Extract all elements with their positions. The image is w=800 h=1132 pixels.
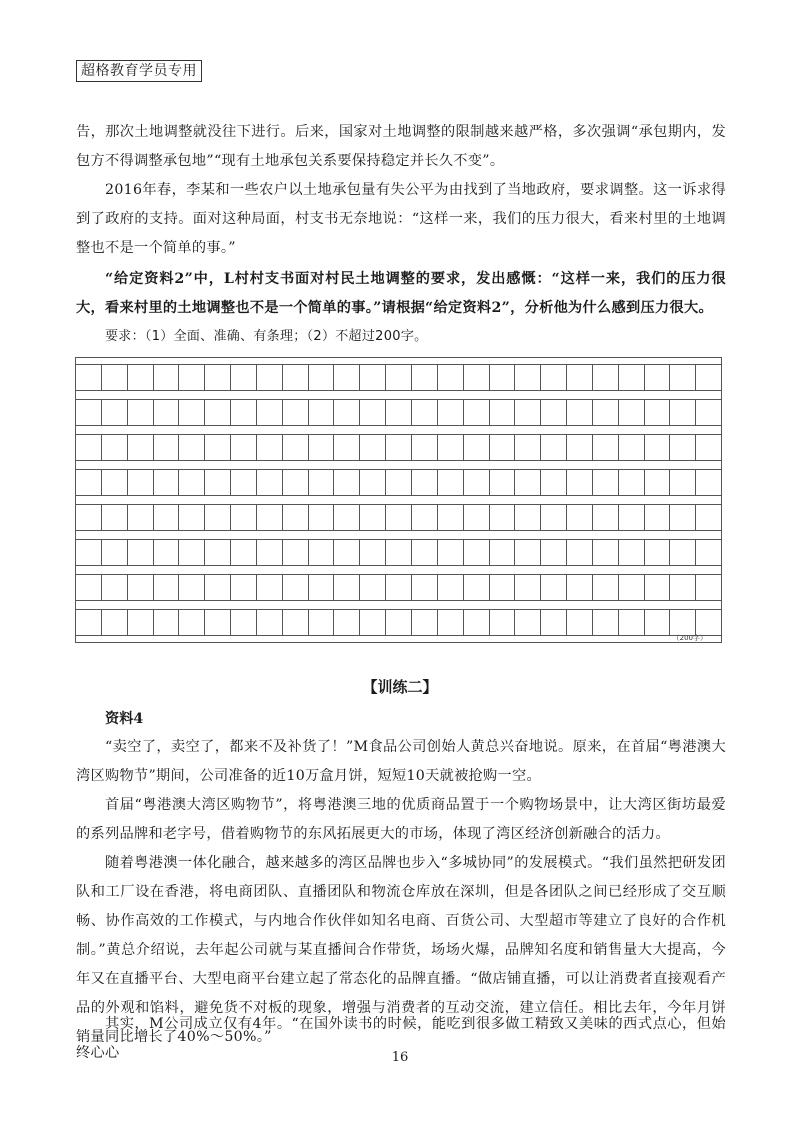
- grid-cell[interactable]: [257, 505, 283, 530]
- grid-cell[interactable]: [360, 400, 386, 425]
- grid-cell[interactable]: [334, 505, 360, 530]
- grid-cell[interactable]: [541, 400, 567, 425]
- grid-cell[interactable]: [257, 470, 283, 495]
- header-tag: 超格教育学员专用: [76, 60, 202, 82]
- grid-cell[interactable]: [567, 400, 593, 425]
- grid-row: [76, 434, 721, 461]
- grid-cell[interactable]: [438, 400, 464, 425]
- grid-cell[interactable]: [593, 365, 619, 390]
- grid-cell[interactable]: [696, 435, 721, 460]
- grid-cell[interactable]: [76, 505, 102, 530]
- grid-cell[interactable]: [515, 365, 541, 390]
- grid-cell[interactable]: [696, 610, 721, 635]
- grid-cell[interactable]: [257, 365, 283, 390]
- grid-cell[interactable]: [412, 575, 438, 600]
- grid-cell[interactable]: [515, 435, 541, 460]
- grid-cell[interactable]: [309, 365, 335, 390]
- grid-cell[interactable]: [696, 540, 721, 565]
- grid-cell[interactable]: [128, 470, 154, 495]
- grid-cell[interactable]: [593, 610, 619, 635]
- grid-cell[interactable]: [515, 610, 541, 635]
- grid-cell[interactable]: [128, 435, 154, 460]
- grid-cell[interactable]: [412, 540, 438, 565]
- grid-cell[interactable]: [179, 470, 205, 495]
- grid-cell[interactable]: [490, 365, 516, 390]
- grid-cell[interactable]: [76, 470, 102, 495]
- grid-cell[interactable]: [515, 540, 541, 565]
- paragraph-continued: 告，那次土地调整就没往下进行。后来，国家对土地调整的限制越来越严格，多次强调“承包期内，发包方不得调整承包地”“现有土地承包关系要保持稳定并长久不变”。: [76, 124, 726, 169]
- question-requirements: 要求：（1）全面、准确、有条理；（2）不超过200字。: [105, 329, 428, 344]
- grid-cell[interactable]: [386, 365, 412, 390]
- grid-cell[interactable]: [670, 610, 696, 635]
- grid-cell[interactable]: [670, 505, 696, 530]
- grid-cell[interactable]: [257, 540, 283, 565]
- grid-cell[interactable]: [102, 435, 128, 460]
- grid-cell[interactable]: [412, 610, 438, 635]
- grid-cell[interactable]: [309, 435, 335, 460]
- grid-cell[interactable]: [696, 575, 721, 600]
- grid-cell[interactable]: [309, 400, 335, 425]
- grid-cell[interactable]: [490, 470, 516, 495]
- grid-cell[interactable]: [670, 400, 696, 425]
- grid-cell[interactable]: [154, 435, 180, 460]
- grid-cell[interactable]: [309, 470, 335, 495]
- grid-cell[interactable]: [619, 540, 645, 565]
- grid-cell[interactable]: [179, 610, 205, 635]
- grid-cell[interactable]: [619, 575, 645, 600]
- grid-cell[interactable]: [205, 505, 231, 530]
- grid-cell[interactable]: [670, 575, 696, 600]
- grid-cell[interactable]: [567, 540, 593, 565]
- grid-row: [76, 364, 721, 391]
- grid-row: [76, 469, 721, 496]
- grid-cell[interactable]: [128, 610, 154, 635]
- grid-cell[interactable]: [334, 575, 360, 600]
- grid-cell[interactable]: [386, 540, 412, 565]
- grid-cell[interactable]: [360, 505, 386, 530]
- grid-cell[interactable]: [464, 365, 490, 390]
- grid-cell[interactable]: [438, 435, 464, 460]
- grid-cell[interactable]: [76, 575, 102, 600]
- grid-row: [76, 574, 721, 601]
- grid-cell[interactable]: [231, 610, 257, 635]
- grid-cell[interactable]: [205, 575, 231, 600]
- grid-cell[interactable]: [438, 470, 464, 495]
- grid-cell[interactable]: [490, 575, 516, 600]
- grid-cell[interactable]: [593, 435, 619, 460]
- grid-cell[interactable]: [696, 470, 721, 495]
- grid-cell[interactable]: [360, 575, 386, 600]
- grid-cell[interactable]: [567, 470, 593, 495]
- grid-cell[interactable]: [593, 470, 619, 495]
- grid-cell[interactable]: [438, 540, 464, 565]
- grid-row: [76, 504, 721, 531]
- grid-cell[interactable]: [231, 470, 257, 495]
- grid-cell[interactable]: [334, 610, 360, 635]
- grid-cell[interactable]: [593, 540, 619, 565]
- grid-cell[interactable]: [283, 505, 309, 530]
- grid-cell[interactable]: [464, 540, 490, 565]
- grid-cell[interactable]: [309, 505, 335, 530]
- grid-cell[interactable]: [360, 365, 386, 390]
- grid-word-count-label: （200字）: [672, 634, 707, 642]
- grid-cell[interactable]: [309, 575, 335, 600]
- grid-cell[interactable]: [334, 540, 360, 565]
- grid-cell[interactable]: [334, 470, 360, 495]
- grid-cell[interactable]: [645, 470, 671, 495]
- grid-cell[interactable]: [205, 470, 231, 495]
- grid-cell[interactable]: [464, 505, 490, 530]
- grid-cell[interactable]: [205, 435, 231, 460]
- grid-cell[interactable]: [645, 610, 671, 635]
- grid-cell[interactable]: [309, 540, 335, 565]
- grid-cell[interactable]: [645, 365, 671, 390]
- grid-cell[interactable]: [179, 400, 205, 425]
- grid-cell[interactable]: [334, 435, 360, 460]
- grid-cell[interactable]: [386, 610, 412, 635]
- grid-cell[interactable]: [257, 575, 283, 600]
- material-paragraph-2: 首届“粤港澳大湾区购物节”，将粤港澳三地的优质商品置于一个购物场景中，让大湾区街坊最爱的系列品牌和老字号，借着购物节的东风拓展更大的市场，体现了湾区经济创新融合的活力。: [76, 797, 726, 842]
- grid-cell[interactable]: [360, 470, 386, 495]
- grid-cell[interactable]: [567, 365, 593, 390]
- grid-cell[interactable]: [412, 435, 438, 460]
- grid-cell[interactable]: [205, 365, 231, 390]
- grid-cell[interactable]: [76, 540, 102, 565]
- grid-row: [76, 539, 721, 566]
- grid-cell[interactable]: [179, 575, 205, 600]
- grid-cell[interactable]: [619, 365, 645, 390]
- grid-cell[interactable]: [283, 540, 309, 565]
- material-title: 资料4: [105, 711, 144, 727]
- grid-cell[interactable]: [515, 505, 541, 530]
- grid-cell[interactable]: [438, 365, 464, 390]
- section-title: 【训练二】: [362, 678, 438, 696]
- grid-row: [76, 609, 721, 636]
- grid-cell[interactable]: [154, 505, 180, 530]
- grid-cell[interactable]: [593, 505, 619, 530]
- grid-cell[interactable]: [619, 470, 645, 495]
- grid-cell[interactable]: [179, 505, 205, 530]
- grid-cell[interactable]: [76, 400, 102, 425]
- grid-cell[interactable]: [515, 575, 541, 600]
- grid-cell[interactable]: [412, 400, 438, 425]
- grid-cell[interactable]: [490, 435, 516, 460]
- grid-cell[interactable]: [386, 470, 412, 495]
- grid-cell[interactable]: [541, 505, 567, 530]
- grid-cell[interactable]: [283, 435, 309, 460]
- grid-cell[interactable]: [231, 435, 257, 460]
- grid-cell[interactable]: [334, 400, 360, 425]
- material-paragraph-4: 其实，M公司成立仅有4年。“在国外读书的时候，能吃到很多做工精致又美味的西式点心，但始终心心: [76, 1016, 726, 1061]
- page-number: 16: [391, 1050, 409, 1065]
- grid-cell[interactable]: [464, 610, 490, 635]
- grid-cell[interactable]: [128, 575, 154, 600]
- grid-cell[interactable]: [696, 400, 721, 425]
- grid-cell[interactable]: [179, 540, 205, 565]
- grid-cell[interactable]: [645, 575, 671, 600]
- grid-cell[interactable]: [515, 470, 541, 495]
- grid-cell[interactable]: [128, 540, 154, 565]
- grid-cell[interactable]: [541, 365, 567, 390]
- grid-cell[interactable]: [490, 505, 516, 530]
- grid-cell[interactable]: [283, 400, 309, 425]
- grid-cell[interactable]: [102, 575, 128, 600]
- grid-cell[interactable]: [76, 435, 102, 460]
- grid-cell[interactable]: [205, 610, 231, 635]
- grid-cell[interactable]: [490, 400, 516, 425]
- grid-cell[interactable]: [257, 435, 283, 460]
- grid-cell[interactable]: [645, 400, 671, 425]
- grid-cell[interactable]: [102, 610, 128, 635]
- grid-cell[interactable]: [154, 610, 180, 635]
- grid-cell[interactable]: [257, 400, 283, 425]
- grid-cell[interactable]: [490, 540, 516, 565]
- grid-cell[interactable]: [541, 610, 567, 635]
- grid-cell[interactable]: [231, 575, 257, 600]
- grid-cell[interactable]: [128, 400, 154, 425]
- grid-cell[interactable]: [386, 575, 412, 600]
- grid-cell[interactable]: [386, 400, 412, 425]
- grid-cell[interactable]: [283, 365, 309, 390]
- grid-cell[interactable]: [154, 470, 180, 495]
- grid-cell[interactable]: [179, 365, 205, 390]
- grid-cell[interactable]: [464, 435, 490, 460]
- grid-cell[interactable]: [386, 505, 412, 530]
- grid-cell[interactable]: [231, 365, 257, 390]
- grid-cell[interactable]: [231, 540, 257, 565]
- grid-cell[interactable]: [593, 575, 619, 600]
- grid-cell[interactable]: [102, 365, 128, 390]
- grid-cell[interactable]: [257, 610, 283, 635]
- grid-cell[interactable]: [541, 435, 567, 460]
- grid-cell[interactable]: [128, 505, 154, 530]
- grid-cell[interactable]: [283, 470, 309, 495]
- grid-cell[interactable]: [464, 575, 490, 600]
- grid-cell[interactable]: [619, 505, 645, 530]
- grid-cell[interactable]: [645, 435, 671, 460]
- grid-cell[interactable]: [102, 505, 128, 530]
- grid-cell[interactable]: [231, 400, 257, 425]
- material-paragraph-3: 随着粤港澳一体化融合，越来越多的湾区品牌也步入“多城协同”的发展模式。“我们虽然把研发团队和工厂设在香港，将电商团队、直播团队和物流仓库放在深圳，但是各团队之间已经形成了交互顺畅、协作高效的工作模式，与内地合作伙伴如知名电商、百货公司、大型超市等建立了良好的合作机制。”黄总介绍说，去年起公司就与某直播间合作带货，场场火爆，品牌知名度和销售量大大提高，今年又在直播平台、大型电商平台建立起了常态化的品牌直播。“做店铺直播，可以让消费者直接观看产品的外观和馅料，避免货不对板的现象，增强与消费者的互动交流，建立信任。相比去年，今年月饼销量同比增长了40%～50%。”: [76, 855, 726, 1045]
- grid-cell[interactable]: [76, 365, 102, 390]
- grid-cell[interactable]: [102, 540, 128, 565]
- grid-cell[interactable]: [334, 365, 360, 390]
- grid-cell[interactable]: [645, 540, 671, 565]
- grid-cell[interactable]: [154, 540, 180, 565]
- grid-cell[interactable]: [231, 505, 257, 530]
- grid-cell[interactable]: [670, 540, 696, 565]
- grid-cell[interactable]: [464, 400, 490, 425]
- grid-cell[interactable]: [670, 470, 696, 495]
- grid-cell[interactable]: [412, 505, 438, 530]
- grid-cell[interactable]: [593, 400, 619, 425]
- grid-cell[interactable]: [76, 610, 102, 635]
- grid-cell[interactable]: [490, 610, 516, 635]
- grid-cell[interactable]: [438, 575, 464, 600]
- grid-cell[interactable]: [696, 505, 721, 530]
- grid-cell[interactable]: [619, 400, 645, 425]
- grid-cell[interactable]: [567, 575, 593, 600]
- question-prompt: “给定资料2”中，L村村支书面对村民土地调整的要求，发出感慨：“这样一来，我们的压力很大，看来村里的土地调整也不是一个简单的事。”请根据“给定资料2”，分析他为什么感到压力很大。: [76, 271, 726, 316]
- grid-cell[interactable]: [102, 400, 128, 425]
- grid-cell[interactable]: [309, 610, 335, 635]
- grid-cell[interactable]: [619, 435, 645, 460]
- grid-cell[interactable]: [412, 470, 438, 495]
- grid-cell[interactable]: [541, 575, 567, 600]
- grid-cell[interactable]: [567, 435, 593, 460]
- grid-cell[interactable]: [360, 435, 386, 460]
- grid-cell[interactable]: [283, 575, 309, 600]
- grid-cell[interactable]: [619, 610, 645, 635]
- grid-cell[interactable]: [360, 540, 386, 565]
- answer-grid[interactable]: [75, 357, 722, 643]
- grid-cell[interactable]: [438, 505, 464, 530]
- grid-cell[interactable]: [205, 400, 231, 425]
- grid-cell[interactable]: [464, 470, 490, 495]
- grid-cell[interactable]: [128, 365, 154, 390]
- grid-cell[interactable]: [154, 575, 180, 600]
- grid-cell[interactable]: [154, 365, 180, 390]
- grid-cell[interactable]: [670, 435, 696, 460]
- grid-cell[interactable]: [412, 365, 438, 390]
- grid-cell[interactable]: [283, 610, 309, 635]
- grid-cell[interactable]: [102, 470, 128, 495]
- grid-cell[interactable]: [154, 400, 180, 425]
- grid-row: [76, 399, 721, 426]
- grid-cell[interactable]: [205, 540, 231, 565]
- paragraph-2016: 2016年春，李某和一些农户以土地承包量有失公平为由找到了当地政府，要求调整。这一诉求得到了政府的支持。面对这种局面，村支书无奈地说：“这样一来，我们的压力很大，看来村里的土地调整也不是一个简单的事。”: [76, 182, 726, 256]
- grid-cell[interactable]: [541, 470, 567, 495]
- grid-cell[interactable]: [179, 435, 205, 460]
- grid-cell[interactable]: [438, 610, 464, 635]
- grid-cell[interactable]: [645, 505, 671, 530]
- grid-cell[interactable]: [567, 505, 593, 530]
- grid-cell[interactable]: [541, 540, 567, 565]
- grid-cell[interactable]: [360, 610, 386, 635]
- grid-cell[interactable]: [670, 365, 696, 390]
- grid-cell[interactable]: [696, 365, 721, 390]
- grid-cell[interactable]: [515, 400, 541, 425]
- grid-cell[interactable]: [386, 435, 412, 460]
- grid-cell[interactable]: [567, 610, 593, 635]
- material-paragraph-1: “卖空了，卖空了，都来不及补货了！”M食品公司创始人黄总兴奋地说。原来，在首届“粤港澳大湾区购物节”期间，公司准备的近10万盒月饼，短短10天就被抢购一空。: [76, 739, 726, 784]
